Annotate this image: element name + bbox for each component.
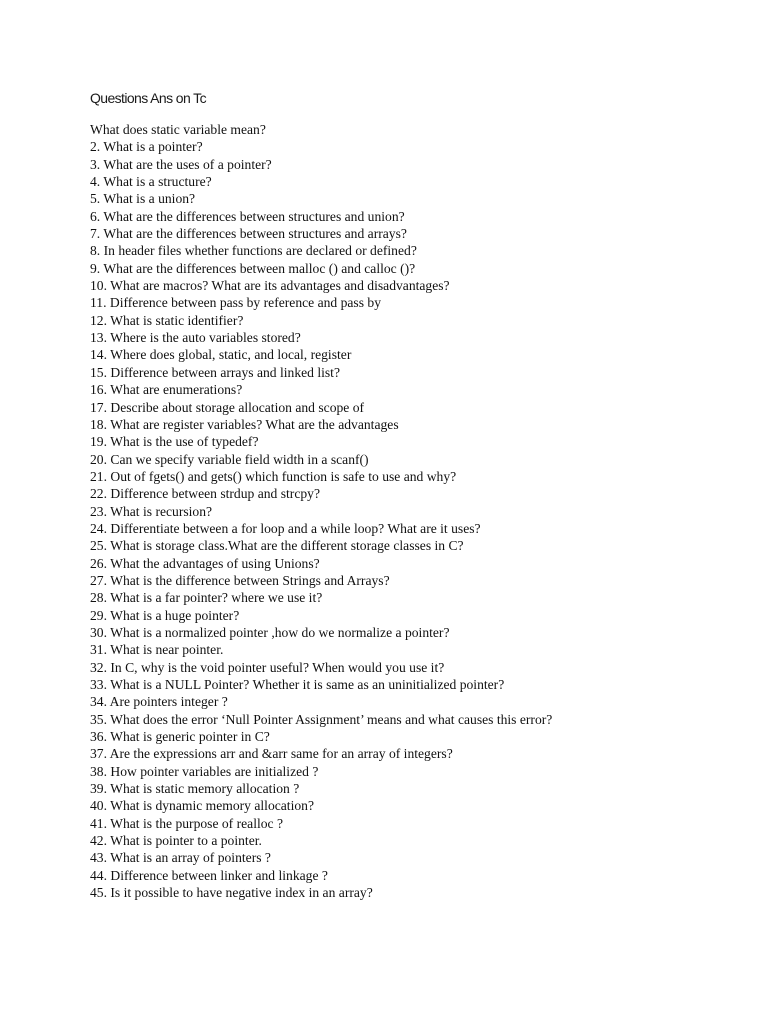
- question-item: 16. What are enumerations?: [90, 382, 243, 398]
- question-item: 19. What is the use of typedef?: [90, 434, 259, 450]
- question-item: 3. What are the uses of a pointer?: [90, 156, 272, 172]
- document-title: Questions Ans on Tc: [90, 90, 206, 106]
- question-item: 18. What are register variables? What are the advantages: [90, 416, 399, 432]
- question-item: 9. What are the differences between malloc () and calloc ()?: [90, 260, 416, 276]
- question-item: 42. What is pointer to a pointer.: [90, 833, 262, 849]
- question-item: 40. What is dynamic memory allocation?: [90, 798, 314, 814]
- question-item: 7. What are the differences between structures and arrays?: [90, 226, 407, 242]
- question-item: 26. What the advantages of using Unions?: [90, 555, 320, 571]
- question-item: 36. What is generic pointer in C?: [90, 729, 270, 745]
- question-item: 32. In C, why is the void pointer useful? When would you use it?: [90, 659, 445, 675]
- question-item: 6. What are the differences between structures and union?: [90, 208, 405, 224]
- question-item: 20. Can we specify variable field width in a scanf(): [90, 451, 369, 467]
- question-item: 38. How pointer variables are initialized ?: [90, 763, 319, 779]
- question-item: 34. Are pointers integer ?: [90, 694, 228, 710]
- question-item: 12. What is static identifier?: [90, 312, 244, 328]
- question-item: 43. What is an array of pointers ?: [90, 850, 271, 866]
- question-item: 5. What is a union?: [90, 191, 196, 207]
- question-item: 24. Differentiate between a for loop and a while loop? What are it uses?: [90, 520, 481, 536]
- question-item: 17. Describe about storage allocation and scope of: [90, 399, 365, 415]
- question-item: 39. What is static memory allocation ?: [90, 781, 300, 797]
- question-item: 2. What is a pointer?: [90, 139, 203, 155]
- question-item: 30. What is a normalized pointer ,how do we normalize a pointer?: [90, 624, 450, 640]
- question-item: 22. Difference between strdup and strcpy?: [90, 486, 320, 502]
- question-item: 41. What is the purpose of realloc ?: [90, 815, 284, 831]
- question-item: 27. What is the difference between Strings and Arrays?: [90, 572, 390, 588]
- question-list: [90, 121, 552, 901]
- question-item: 35. What does the error ‘Null Pointer Assignment’ means and what causes this error?: [90, 711, 553, 727]
- question-item: 31. What is near pointer.: [90, 642, 224, 658]
- question-item: 28. What is a far pointer? where we use it?: [90, 590, 323, 606]
- question-item: 33. What is a NULL Pointer? Whether it is same as an uninitialized pointer?: [90, 677, 505, 692]
- question-item: 15. Difference between arrays and linked list?: [90, 364, 340, 380]
- question-item: 4. What is a structure?: [90, 174, 212, 190]
- question-item: 14. Where does global, static, and local, register: [90, 347, 352, 363]
- question-item: 44. Difference between linker and linkage ?: [90, 867, 328, 883]
- question-item: 8. In header files whether functions are declared or defined?: [90, 243, 417, 259]
- question-item: 13. Where is the auto variables stored?: [90, 330, 301, 346]
- question-item: 11. Difference between pass by reference and pass by: [90, 295, 382, 311]
- question-item: 37. Are the expressions arr and &arr same for an array of integers?: [90, 746, 453, 762]
- question-item: 10. What are macros? What are its advantages and disadvantages?: [90, 278, 450, 294]
- question-item: 45. Is it possible to have negative index in an array?: [90, 885, 373, 901]
- question-item: 23. What is recursion?: [90, 503, 213, 519]
- question-item: 29. What is a huge pointer?: [90, 607, 240, 623]
- question-item: What does static variable mean?: [90, 122, 266, 137]
- question-item: 25. What is storage class.What are the different storage classes in C?: [90, 538, 464, 554]
- question-item: 21. Out of fgets() and gets() which function is safe to use and why?: [90, 468, 457, 484]
